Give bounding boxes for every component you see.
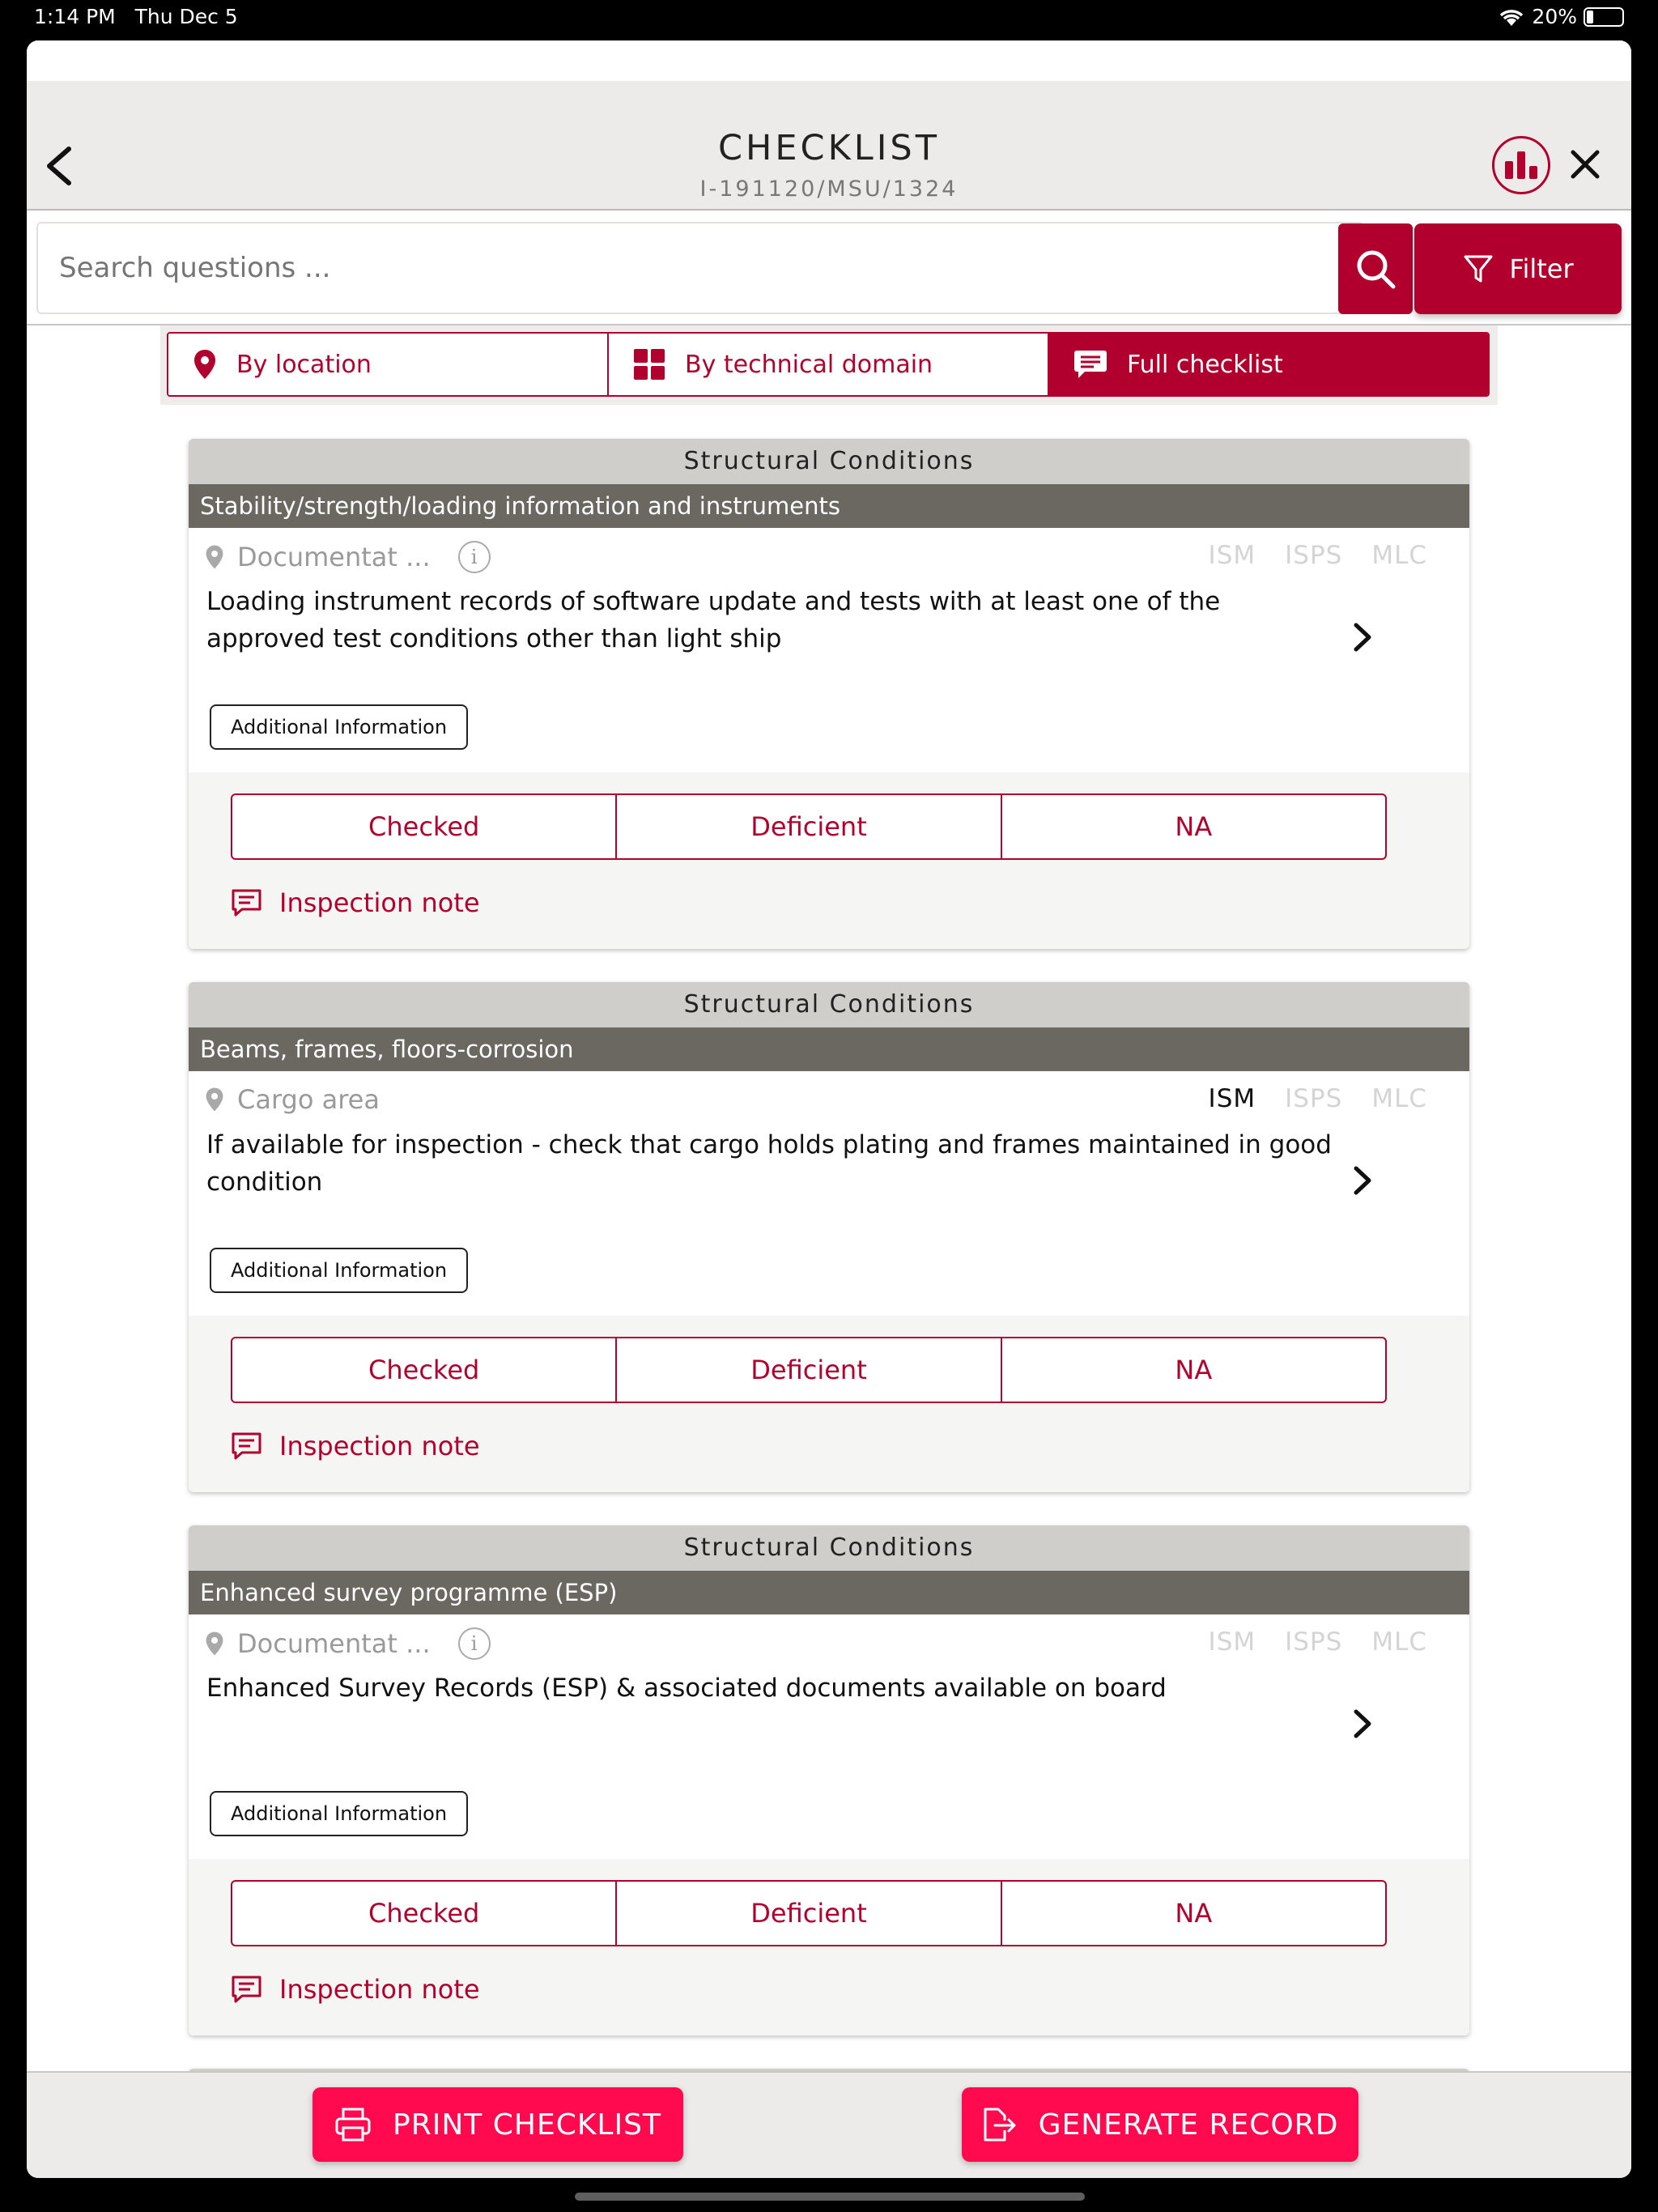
checklist xyxy=(189,439,1469,2150)
regulation-tags xyxy=(1209,1084,1427,1113)
inspection-note-link[interactable] xyxy=(231,1431,480,1461)
info-icon[interactable]: i xyxy=(458,1627,491,1660)
location-label: Documentat ... xyxy=(237,1628,431,1659)
question-text: Loading instrument records of software update and tests with at least one of the approved test conditions other than light ship xyxy=(206,587,1221,653)
card-location xyxy=(205,1084,380,1115)
inspection-note-label: Inspection note xyxy=(279,1431,480,1461)
additional-information-button[interactable]: Additional Information xyxy=(210,704,468,750)
checklist-card xyxy=(189,1525,1469,2035)
card-actions xyxy=(189,1859,1469,2035)
card-question-row[interactable] xyxy=(189,1614,1469,1859)
tag-isps: ISPS xyxy=(1285,1084,1343,1113)
regulation-tags xyxy=(1209,541,1427,570)
wifi-icon xyxy=(1498,6,1525,28)
note-icon xyxy=(231,1975,265,2004)
filter-button[interactable] xyxy=(1414,223,1622,314)
question-text: If available for inspection - check that cargo holds plating and frames maintained in good condition xyxy=(206,1130,1332,1197)
bar-chart-icon xyxy=(1505,161,1513,179)
tag-isps: ISPS xyxy=(1285,541,1343,570)
card-category: Structural Conditions xyxy=(189,439,1469,484)
checklist-card xyxy=(189,982,1469,1492)
search-button[interactable] xyxy=(1338,223,1413,314)
card-actions xyxy=(189,772,1469,949)
header xyxy=(27,81,1631,211)
card-question-row[interactable] xyxy=(189,1071,1469,1316)
card-actions xyxy=(189,1316,1469,1492)
funnel-icon xyxy=(1462,253,1494,285)
grid-icon xyxy=(633,348,665,381)
tag-mlc: MLC xyxy=(1371,1627,1427,1657)
chevron-right-icon[interactable] xyxy=(1346,1704,1379,1744)
battery-percent: 20% xyxy=(1532,5,1577,28)
deficient-option-button[interactable]: Deficient xyxy=(615,1882,1000,1945)
page-title: CHECKLIST xyxy=(718,128,940,168)
tab-label: Full checklist xyxy=(1127,350,1283,379)
location-pin-icon xyxy=(193,348,217,381)
na-option-button[interactable]: NA xyxy=(1001,1882,1385,1945)
tag-mlc: MLC xyxy=(1371,1084,1427,1113)
tab-label: By location xyxy=(236,350,372,379)
additional-information-button[interactable]: Additional Information xyxy=(210,1248,468,1293)
checked-option-button[interactable]: Checked xyxy=(368,1355,480,1385)
search-input[interactable] xyxy=(36,222,1364,314)
note-icon xyxy=(231,888,265,917)
battery-icon xyxy=(1584,7,1624,27)
info-icon[interactable]: i xyxy=(458,541,491,573)
card-subcategory: Beams, frames, floors-corrosion xyxy=(189,1027,1469,1071)
card-category: Structural Conditions xyxy=(189,982,1469,1027)
status-bar xyxy=(0,0,1658,39)
location-label: Cargo area xyxy=(237,1084,380,1115)
close-icon[interactable] xyxy=(1565,144,1605,185)
inspection-note-label: Inspection note xyxy=(279,887,480,918)
filter-label: Filter xyxy=(1509,253,1574,284)
location-pin-icon xyxy=(205,543,224,571)
statistics-button[interactable] xyxy=(1492,136,1550,194)
tab-by-location[interactable] xyxy=(168,334,607,395)
tag-ism: ISM xyxy=(1208,1627,1256,1657)
card-subcategory: Enhanced survey programme (ESP) xyxy=(189,1571,1469,1614)
status-segmented-control xyxy=(231,1880,1387,1946)
location-pin-icon xyxy=(205,1630,224,1657)
inspection-note-label: Inspection note xyxy=(279,1974,480,2005)
additional-information-button[interactable]: Additional Information xyxy=(210,1791,468,1836)
chevron-right-icon[interactable] xyxy=(1346,1160,1379,1201)
bottom-action-bar xyxy=(27,2071,1631,2178)
printer-icon xyxy=(334,2108,372,2142)
checked-option-button[interactable]: Checked xyxy=(368,811,480,842)
tag-ism: ISM xyxy=(1208,541,1256,570)
tag-mlc: MLC xyxy=(1371,541,1427,570)
status-segmented-control xyxy=(231,1337,1387,1403)
checklist-card xyxy=(189,439,1469,949)
print-label: PRINT CHECKLIST xyxy=(393,2108,661,2142)
card-subcategory: Stability/strength/loading information and instruments xyxy=(189,484,1469,528)
note-icon xyxy=(231,1431,265,1461)
status-time: 1:14 PM Thu Dec 5 xyxy=(34,5,238,28)
view-tabs xyxy=(160,325,1498,405)
tag-ism: ISM xyxy=(1208,1084,1256,1113)
list-bubble-icon xyxy=(1073,348,1107,381)
generate-label: GENERATE RECORD xyxy=(1038,2108,1339,2142)
chevron-right-icon[interactable] xyxy=(1346,617,1379,657)
card-question-row[interactable] xyxy=(189,528,1469,772)
app-window xyxy=(27,40,1631,2178)
generate-record-button[interactable] xyxy=(962,2087,1358,2162)
tag-isps: ISPS xyxy=(1285,1627,1343,1657)
tab-full-checklist[interactable] xyxy=(1048,334,1488,395)
deficient-option-button[interactable]: Deficient xyxy=(615,1338,1000,1402)
tab-label: By technical domain xyxy=(685,350,933,379)
deficient-option-button[interactable]: Deficient xyxy=(615,795,1000,858)
card-location xyxy=(205,541,491,573)
inspection-note-link[interactable] xyxy=(231,1974,480,2005)
status-segmented-control xyxy=(231,793,1387,860)
na-option-button[interactable]: NA xyxy=(1001,795,1385,858)
question-text: Enhanced Survey Records (ESP) & associated documents available on board xyxy=(206,1674,1167,1703)
inspection-note-link[interactable] xyxy=(231,887,480,918)
card-category: Structural Conditions xyxy=(189,1525,1469,1571)
search-bar xyxy=(27,212,1631,325)
tab-by-technical-domain[interactable] xyxy=(607,334,1048,395)
na-option-button[interactable]: NA xyxy=(1001,1338,1385,1402)
print-checklist-button[interactable] xyxy=(312,2087,683,2162)
checked-option-button[interactable]: Checked xyxy=(368,1898,480,1929)
inspection-id: I-191120/MSU/1324 xyxy=(699,177,959,202)
location-label: Documentat ... xyxy=(237,542,431,572)
export-document-icon xyxy=(982,2106,1018,2143)
home-indicator[interactable] xyxy=(575,2193,1085,2201)
regulation-tags xyxy=(1209,1627,1427,1657)
location-pin-icon xyxy=(205,1086,224,1113)
card-location xyxy=(205,1627,491,1660)
search-icon xyxy=(1353,246,1398,291)
